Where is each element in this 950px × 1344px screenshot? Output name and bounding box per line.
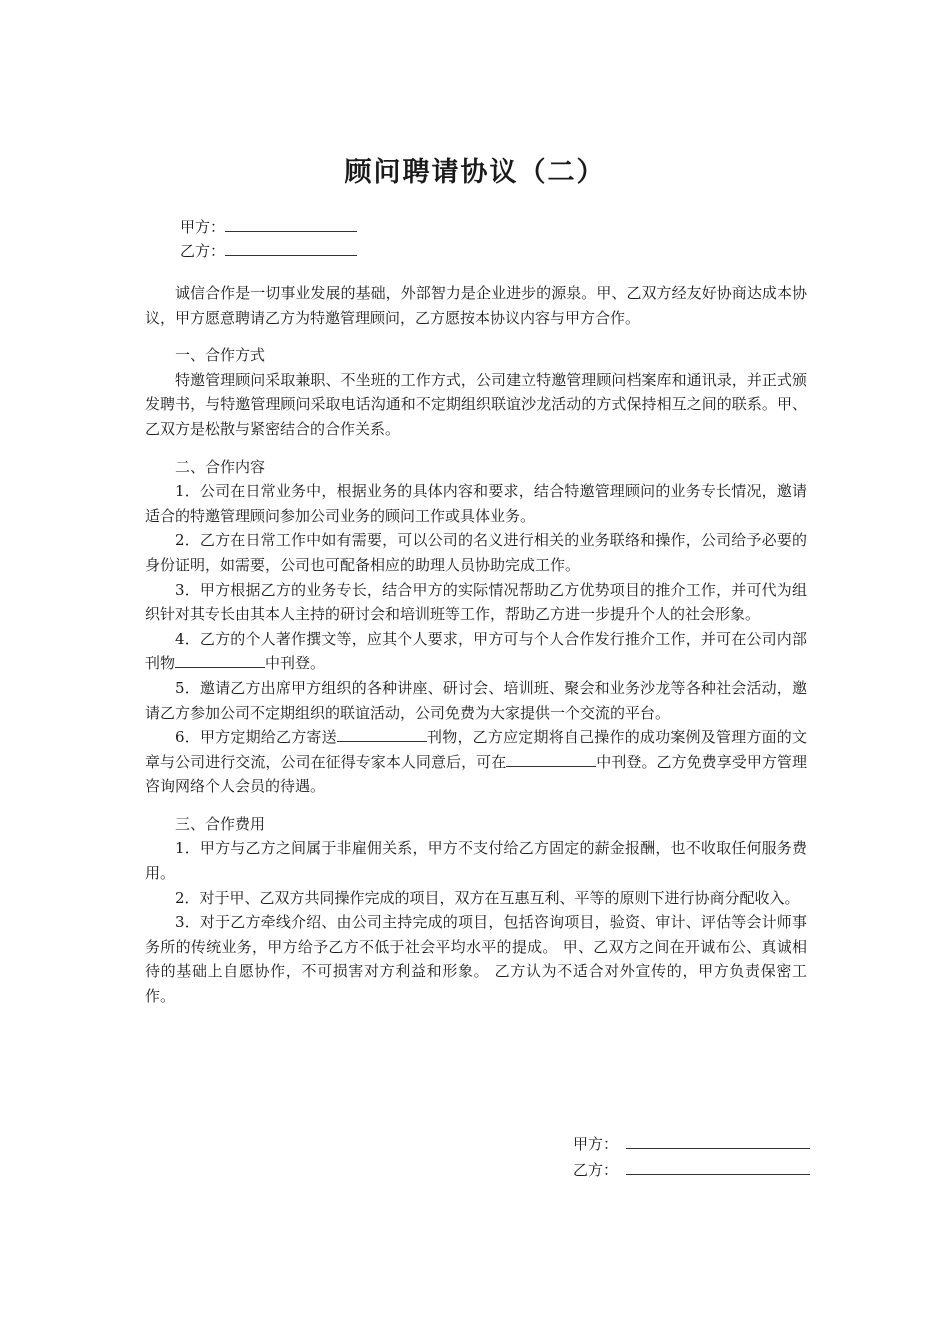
section3-heading: 三、合作费用	[175, 814, 266, 833]
party-a-label: 甲方：	[180, 218, 226, 236]
parties-block	[180, 215, 357, 263]
section2-item-6-text-b: 刊物，乙方应定期将自己操作的成功案例及管理方面的文章与公司进行交流，公司在征得专家本人同意后，可在	[145, 728, 807, 771]
periodical-blank-3[interactable]	[506, 752, 596, 767]
party-b-line	[180, 239, 357, 263]
section2-item-4-text-a: 4．乙方的个人著作撰文等，应其个人要求，甲方可与个人合作发行推介工作，并可在公司内部刊物	[145, 629, 807, 673]
signature-party-b	[573, 1157, 810, 1183]
party-b-label: 乙方：	[180, 242, 226, 260]
signature-party-b-blank[interactable]	[626, 1159, 810, 1175]
section2-item-6	[145, 725, 807, 799]
section2-item-4-text-b: 中刊登。	[265, 654, 326, 673]
section3-item-1: 1．甲方与乙方之间属于非雇佣关系，甲方不支付给乙方固定的薪金报酬，也不收取任何服务费用。	[145, 839, 807, 883]
section2-item-6-text-a: 6．甲方定期给乙方寄送	[175, 728, 337, 747]
party-a-line	[180, 215, 357, 239]
section3-item-2: 2．对于甲、乙双方共同操作完成的项目，双方在互惠互利、平等的原则下进行协商分配收入。	[175, 888, 800, 907]
party-a-blank[interactable]	[225, 216, 357, 232]
signature-party-a-label: 甲方：	[573, 1135, 619, 1153]
document-title: 顾问聘请协议（二）	[344, 157, 606, 188]
section2-item-1: 1．公司在日常业务中，根据业务的具体内容和要求，结合特邀管理顾问的业务专长情况，邀请适合的特邀管理顾问参加公司业务的顾问工作或具体业务。	[145, 482, 807, 525]
signature-party-a-blank[interactable]	[626, 1133, 810, 1149]
intro-paragraph: 诚信合作是一切事业发展的基础，外部智力是企业进步的源泉。甲、乙双方经友好协商达成本协议，甲方愿意聘请乙方为特邀管理顾问，乙方愿按本协议内容与甲方合作。	[145, 284, 807, 327]
section2-item-5: 5．邀请乙方出席甲方组织的各种讲座、研讨会、培训班、聚会和业务沙龙等各种社会活动，邀请乙方参加公司不定期组织的联谊活动，公司免费为大家提供一个交流的平台。	[145, 678, 807, 722]
section2-item-2: 2．乙方在日常工作中如有需要，可以公司的名义进行相关的业务联络和操作，公司给予必要的身份证明，如需要，公司也可配备相应的助理人员协助完成工作。	[145, 531, 807, 574]
section2-item-4	[145, 627, 807, 676]
section3-item-3: 3．对于乙方牵线介绍、由公司主持完成的项目，包括咨询项目，验资、审计、评估等会计师事务所的传统业务，甲方给予乙方不低于社会平均水平的提成。 甲、乙双方之间在开诚布公、真诚相待的基础上自愿协作，不可损害对方利益和形象。 乙方认为不适合对外宣传的，甲方负责保密工作。	[145, 913, 807, 1006]
periodical-blank-2[interactable]	[337, 727, 427, 742]
section2-item-3: 3．甲方根据乙方的业务专长，结合甲方的实际情况帮助乙方优势项目的推介工作，并可代为组织针对其专长由其本人主持的研讨会和培训班等工作，帮助乙方进一步提升个人的社会形象。	[145, 580, 807, 624]
signature-party-b-label: 乙方：	[573, 1161, 619, 1179]
section1-heading: 一、合作方式	[175, 346, 266, 365]
party-b-blank[interactable]	[225, 240, 357, 256]
section2-heading: 二、合作内容	[175, 457, 266, 476]
signature-block	[573, 1131, 810, 1183]
section2-item-6-text-c: 中刊登。乙方免费享受甲方管理咨询网络个人会员的待遇。	[145, 752, 807, 796]
agreement-body	[145, 281, 807, 1009]
periodical-blank-1[interactable]	[175, 653, 265, 668]
section1-text: 特邀管理顾问采取兼职、不坐班的工作方式，公司建立特邀管理顾问档案库和通讯录，并正式颁发聘书，与特邀管理顾问采取电话沟通和不定期组织联谊沙龙活动的方式保持相互之间的联系。甲、乙双方是松散与紧密结合的合作关系。	[145, 370, 807, 438]
signature-party-a	[573, 1131, 810, 1157]
